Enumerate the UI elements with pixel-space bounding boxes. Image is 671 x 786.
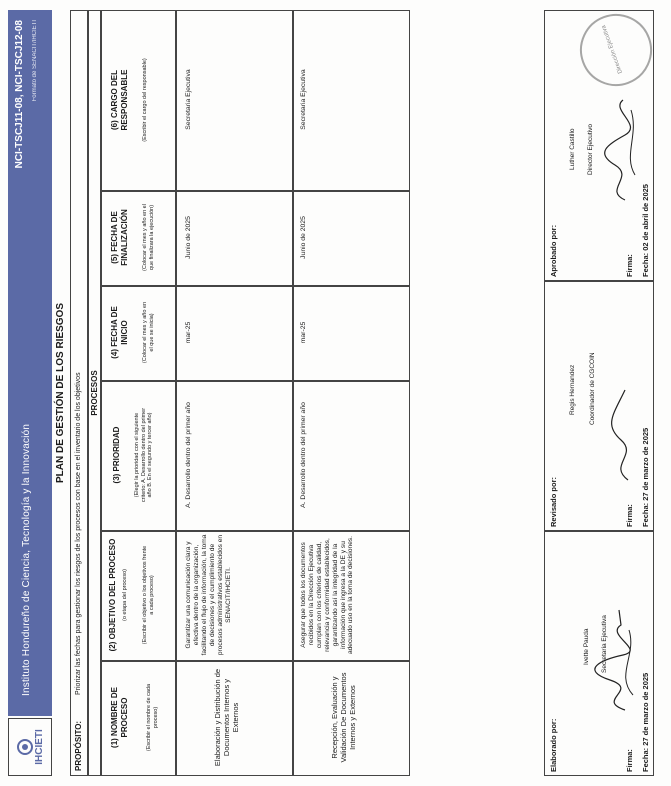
column-hint-3: (Elegir la prioridad con el siguiente criterio: A. Desarrollo dentro del primer año B. En el segundo y tercer año) <box>134 407 154 503</box>
column-title-1: (1) NOMBRE DE PROCESO <box>110 687 129 748</box>
column-title-6: (6) CARGO DEL RESPONSABLE <box>110 69 129 131</box>
section-label-row <box>88 10 101 776</box>
approved-by-name: Luther Castillo <box>569 128 576 170</box>
signature-block-reviewed <box>544 281 654 531</box>
purpose-text: Priorizar las fechas para gestionar los riesgos de los procesos con base en el inventario de los objetivos <box>75 372 82 695</box>
column-title-5: (5) FECHA DE FINALIZACIÓN <box>110 209 129 266</box>
column-title-2: (2) OBJETIVO DEL PROCESO <box>108 538 117 652</box>
column-hint-6: (Escribir el cargo del responsable) <box>142 58 148 142</box>
approved-by-date: Fecha: 02 de abril de 2025 <box>641 184 650 277</box>
row-1-priority: A. Desarrollo dentro del primer año <box>185 402 192 508</box>
column-hint-4: (Colocar el mes y año en el que se inicia) <box>142 301 155 364</box>
row-2-end-date: Junio de 2025 <box>300 216 307 259</box>
row-1-start-date: mar-25 <box>185 321 192 344</box>
logo-text: IHCIETI <box>33 729 45 765</box>
approved-by-firma: Firma: <box>625 254 634 277</box>
column-title-3: (3) PRIORIDAD <box>112 426 121 484</box>
approved-by-label: Aprobado por: <box>549 224 558 277</box>
table-row-1-objective <box>176 531 293 661</box>
table-row-1-start <box>176 286 293 381</box>
purpose-label: PROPÓSITO: <box>74 720 83 771</box>
prepared-signature-icon <box>585 605 645 715</box>
reviewed-signature-icon <box>603 385 643 485</box>
reviewed-by-role: Coordinador de CGCOIN <box>589 352 596 425</box>
reviewed-by-firma: Firma: <box>625 504 634 527</box>
prepared-by-role: Secretaria Ejecutiva <box>601 615 608 673</box>
prepared-by-date: Fecha: 27 de marzo de 2025 <box>641 672 650 772</box>
prepared-by-name: Ivette Pauda <box>583 628 590 665</box>
table-row-1-responsible <box>176 10 293 191</box>
institution-logo <box>8 718 52 776</box>
row-1-process-name: Elaboración y Distribución de Documentos Internos y Externos <box>213 668 240 767</box>
table-row-2-priority <box>293 381 410 531</box>
signature-block-prepared <box>544 531 654 776</box>
row-2-process-name: Recepción, Evaluación y Validación De Documentos Internos y Externos <box>330 672 357 763</box>
reviewed-by-date: Fecha: 27 de marzo de 2025 <box>641 427 650 527</box>
column-header-3 <box>101 381 176 531</box>
table-row-2-end <box>293 191 410 286</box>
reviewed-by-label: Revisado por: <box>549 476 558 527</box>
table-row-1-end <box>176 191 293 286</box>
document-department: Formato de SENACIT/IHCIETI <box>32 20 38 102</box>
column-title-4: (4) FECHA DE INICIO <box>110 306 129 359</box>
document-code: NCI-TSCJ11-08, NCI-TSCJ12-08 <box>14 20 25 169</box>
prepared-by-firma: Firma: <box>625 749 634 772</box>
row-1-end-date: Junio de 2025 <box>185 216 192 259</box>
row-2-responsible: Secretaria Ejecutiva <box>300 69 307 130</box>
purpose-row <box>70 10 88 776</box>
column-sub-2: (o etapa del proceso) <box>122 569 128 621</box>
approved-by-role: Director Ejecutivo <box>587 124 594 175</box>
table-row-2-responsible <box>293 10 410 191</box>
institution-name: Instituto Hondureño de Ciencia, Tecnología y la Innovación <box>21 423 32 696</box>
table-row-1-process <box>176 661 293 776</box>
column-header-4 <box>101 286 176 381</box>
logo-mark-icon <box>16 734 34 760</box>
row-1-responsible: Secretaria Ejecutiva <box>185 69 192 130</box>
column-hint-1: (Escribir el nombre de cada proceso) <box>146 683 159 752</box>
section-label: PROCESOS <box>90 370 99 416</box>
stamp-text: Dirección Ejecutiva <box>600 24 625 75</box>
document-title: PLAN DE GESTIÓN DE LOS RIESGOS <box>55 302 66 484</box>
column-hint-5: (Colocar el mes y año en el que finalizara la ejecución) <box>142 204 155 271</box>
column-header-2 <box>101 531 176 661</box>
row-2-objective: Asegurar que todos los documentos recibidos en la Dirección Ejecutiva cumplan con los criterios de calidad, relevancia y conformidad establecidos, garantizando así la integridad de la información que ingresa a la DE y su adecuado uso en la toma de decisiones. <box>300 535 355 655</box>
row-2-priority: A. Desarrollo dentro del primer año <box>300 402 307 508</box>
column-header-6 <box>101 10 176 191</box>
approved-signature-icon <box>595 95 645 205</box>
reviewed-by-name: Regis Hernandez <box>569 364 576 415</box>
column-header-1 <box>101 661 176 776</box>
table-row-2-objective <box>293 531 410 661</box>
header-band <box>8 10 52 716</box>
prepared-by-label: Elaborado por: <box>549 718 558 772</box>
table-row-1-priority <box>176 381 293 531</box>
column-hint-2: (Escribir el objetivo o los objetivos frente a cada proceso) <box>142 545 155 645</box>
row-1-objective: Garantizar una comunicación clara y efectiva dentro de la organización, facilitando el flujo de información, la toma de decisiones y el cumplimiento de procesos administrativos establecidos en SENACIT/IHCIETI. <box>185 534 232 656</box>
column-header-5 <box>101 191 176 286</box>
row-2-start-date: mar-25 <box>300 321 307 344</box>
table-row-2-process <box>293 661 410 776</box>
table-row-2-start <box>293 286 410 381</box>
